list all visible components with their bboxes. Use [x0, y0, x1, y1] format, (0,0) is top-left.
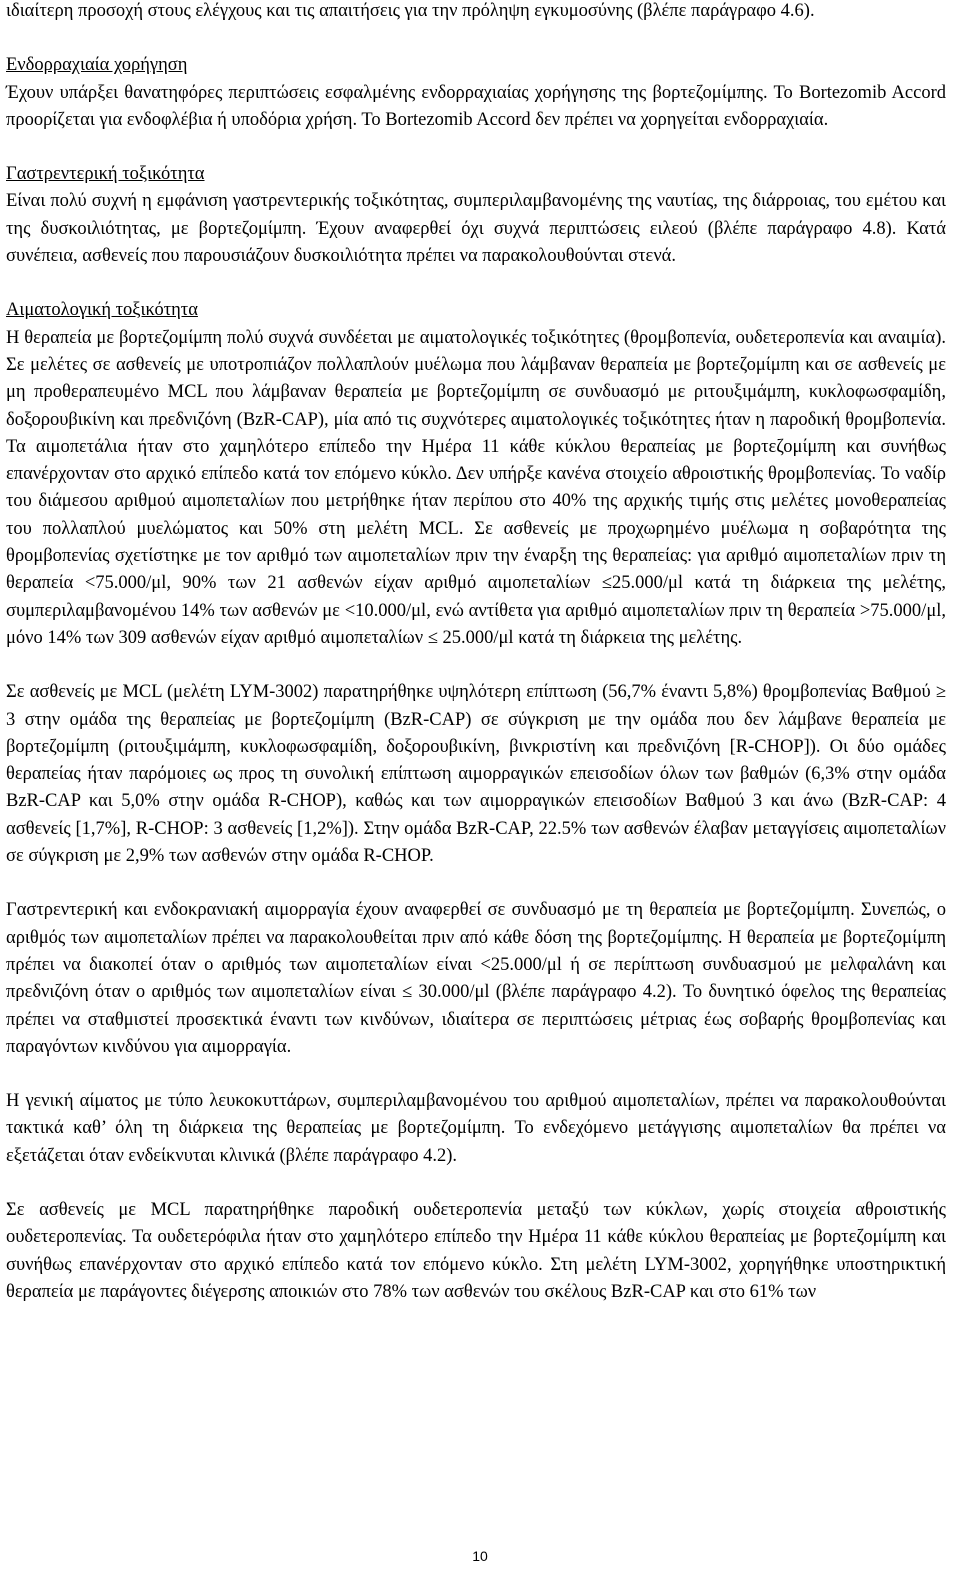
paragraph: Σε ασθενείς με MCL παρατηρήθηκε παροδική ουδετεροπενία μεταξύ των κύκλων, χωρίς στοιχεία αθροιστικής ουδετεροπενίας. Τα ουδετερόφιλα ήταν στο χαμηλότερο επίπεδο την Ημέρα 11 κάθε κύκλου θεραπείας με βορτεζομίμπη και συνήθως επανέρχονταν στο αρχικό επίπεδο κατά τον επόμενο κύκλο. Στη μελέτη LYM-3002, χορηγήθηκε υποστηρικτική θεραπεία με παράγοντες διέγερσης αποικιών στο 78% των ασθενών του σκέλους BzR-CAP και στο 61% των — [6, 1199, 946, 1302]
paragraph: Η θεραπεία με βορτεζομίμπη πολύ συχνά συνδέεται με αιματολογικές τοξικότητες (θρομβοπενία, ουδετεροπενία και αναιμία). Σε μελέτες σε ασθενείς με υποτροπιάζον πολλαπλούν μυέλωμα που λάμβαναν θεραπεία με βορτεζομίμπη και σε ασθενείς με μη προθεραπευμένο MCL που λάμβαναν θεραπεία με βορτεζομίμπη σε συνδυασμό με ριτουξιμάμπη, κυκλοφωσφαμίδη, δοξορουβικίνη και πρεδνιζόνη (BzR-CAP), μία από τις συχνότερες αιματολογικές τοξικότητες ήταν η παροδική θρομβοπενία. Τα αιμοπετάλια ήταν στο χαμηλότερο επίπεδο την Ημέρα 11 κάθε κύκλου θεραπείας με βορτεζομίμπη και συνήθως επανέρχονταν στο αρχικό επίπεδο κατά τον επόμενο κύκλο. Δεν υπήρξε κανένα στοιχείο αθροιστικής θρομβοπενίας. Το ναδίρ του διάμεσου αριθμού αιμοπεταλίων που μετρήθηκε ήταν περίπου στο 40% της αρχικής τιμής στις μελέτες μονοθεραπείας του πολλαπλού μυελώματος και 50% στη μελέτη MCL. Σε ασθενείς με προχωρημένο μυέλωμα η σοβαρότητα της θρομβοπενίας σχετίστηκε με τον αριθμό των αιμοπεταλίων πριν την έναρξη της θεραπείας: για αριθμό αιμοπεταλίων πριν τη θεραπεία <75.000/μl, 90% των 21 ασθενών είχαν αριθμό αιμοπεταλίων ≤25.000/μl κατά τη διάρκεια της μελέτης, συμπεριλαμβανομένου 14% των ασθενών με <10.000/μl, ενώ αντίθετα για αριθμό αιμοπεταλίων πριν τη θεραπεία >75.000/μl, μόνο 14% των 309 ασθενών είχαν αριθμό αιμοπεταλίων ≤ 25.000/μl κατά τη διάρκεια της μελέτης. — [6, 327, 946, 648]
section-blood-count-monitoring — [6, 1088, 946, 1170]
section-heading: Αιματολογική τοξικότητα — [6, 300, 198, 321]
paragraph: Είναι πολύ συχνή η εμφάνιση γαστρεντερικής τοξικότητας, συμπεριλαμβανομένης της ναυτίας, της διάρροιας, του εμέτου και της δυσκοιλιότητας, με βορτεζομίμπη. Έχουν αναφερθεί όχι συχνά περιπτώσεις ειλεού (βλέπε παράγραφο 4.8). Κατά συνέπεια, ασθενείς που παρουσιάζουν δυσκοιλιότητα πρέπει να παρακολουθούνται στενά. — [6, 191, 946, 267]
section-mcl-thrombocytopenia — [6, 679, 946, 870]
section-gastrointestinal-toxicity — [6, 161, 946, 270]
section-top — [6, 0, 946, 25]
section-neutropenia — [6, 1197, 946, 1306]
section-heading: Ενδορραχιαία χορήγηση — [6, 55, 188, 76]
paragraph: Γαστρεντερική και ενδοκρανιακή αιμορραγία έχουν αναφερθεί σε συνδυασμό με τη θεραπεία με βορτεζομίμπη. Συνεπώς, ο αριθμός των αιμοπεταλίων πρέπει να παρακολουθείται πριν από κάθε δόση της βορτεζομίμπης. Η θεραπεία με βορτεζομίμπη πρέπει να διακοπεί όταν ο αριθμός των αιμοπεταλίων είναι <25.000/μl ή σε περίπτωση συνδυασμού με μελφαλάνη και πρεδνιζόνη όταν ο αριθμός των αιμοπεταλίων είναι ≤ 30.000/μl (βλέπε παράγραφο 4.2). Το δυνητικό όφελος της θεραπείας πρέπει να σταθμιστεί προσεκτικά έναντι των κινδύνων, ιδιαίτερα σε περιπτώσεις μέτριας έως σοβαρής θρομβοπενίας και παραγόντων κινδύνου για αιμορραγία. — [6, 900, 946, 1057]
paragraph: Η γενική αίματος με τύπο λευκοκυττάρων, συμπεριλαμβανομένου του αριθμού αιμοπεταλίων, πρέπει να παρακολουθούνται τακτικά καθ’ όλη τη διάρκεια της θεραπείας με βορτεζομίμπη. Το ενδεχόμενο μετάγγισης αιμοπεταλίων θα πρέπει να εξετάζεται όταν ενδείκνυται κλινικά (βλέπε παράγραφο 4.2). — [6, 1091, 946, 1166]
section-intrathecal-administration — [6, 52, 946, 134]
document-page — [6, 0, 946, 1333]
section-hemorrhage — [6, 897, 946, 1061]
section-heading: Γαστρεντερική τοξικότητα — [6, 164, 205, 185]
page-number: 10 — [472, 1548, 488, 1564]
paragraph: Έχουν υπάρξει θανατηφόρες περιπτώσεις εσφαλμένης ενδορραχιαίας χορήγησης της βορτεζομίμπης. Το Bortezomib Accord προορίζεται για ενδοφλέβια ή υποδόρια χρήση. Το Bortezomib Accord δεν πρέπει να χορηγείται ενδορραχιαία. — [6, 82, 946, 130]
section-hematologic-toxicity — [6, 297, 946, 652]
paragraph: Σε ασθενείς με MCL (μελέτη LYM-3002) παρατηρήθηκε υψηλότερη επίπτωση (56,7% έναντι 5,8%) θρομβοπενίας Βαθμού ≥ 3 στην ομάδα της θεραπείας με βορτεζομίμπη (BzR-CAP) σε σύγκριση με την ομάδα που δεν λάμβανε θεραπεία με βορτεζομίμπη (ριτουξιμάμπη, κυκλοφωσφαμίδη, δοξορουβικίνη, βινκριστίνη και πρεδνιζόνη [R-CHOP]). Οι δύο ομάδες θεραπείας ήταν παρόμοιες ως προς τη συνολική επίπτωση αιμορραγικών επεισοδίων όλων των βαθμών (6,3% στην ομάδα BzR-CAP και 5,0% στην ομάδα R-CHOP), καθώς και των αιμορραγικών επεισοδίων Βαθμού 3 και άνω (BzR-CAP: 4 ασθενείς [1,7%], R-CHOP: 3 ασθενείς [1,2%]). Στην ομάδα BzR-CAP, 22.5% των ασθενών έλαβαν μεταγγίσεις αιμοπεταλίων σε σύγκριση με 2,9% των ασθενών στην ομάδα R-CHOP. — [6, 682, 946, 867]
paragraph: ιδιαίτερη προσοχή στους ελέγχους και τις απαιτήσεις για την πρόληψη εγκυμοσύνης (βλέπε παράγραφο 4.6). — [6, 1, 815, 21]
